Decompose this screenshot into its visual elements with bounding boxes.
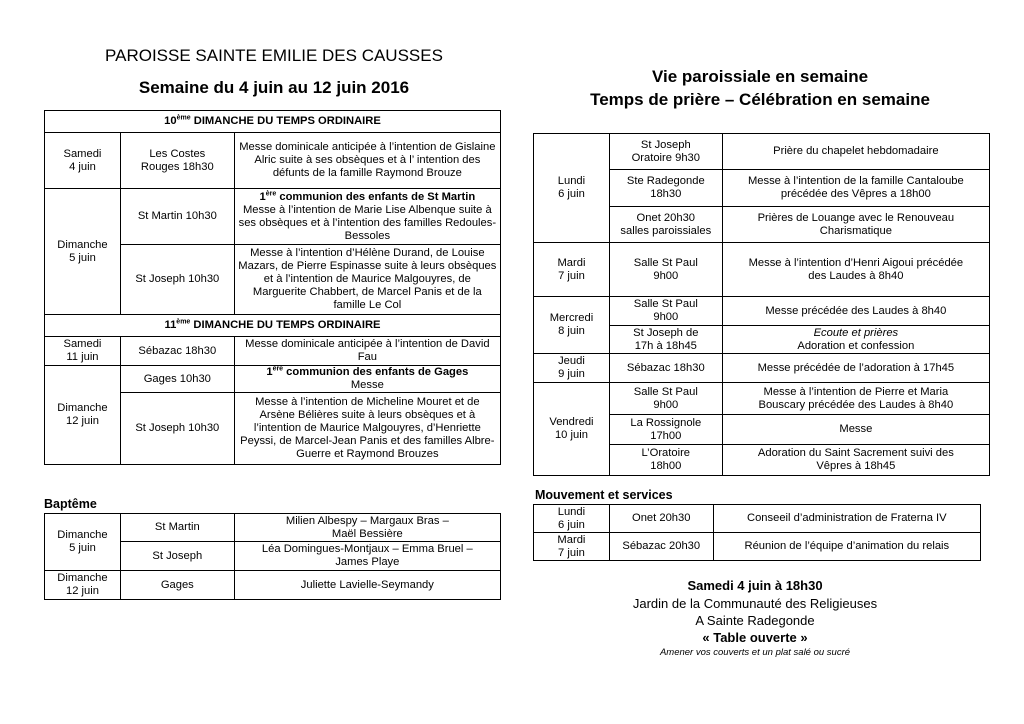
intention-cell: Messe à l’intention d’Hélène Durand, de Louise Mazars, de Pierre Espinasse suite à leurs obsèques et à l’intention de Maurice Malgouyres, de Marguerite Chabbert, de Marcel Panis et de la famille Le Col (234, 245, 500, 315)
table-row (45, 315, 501, 337)
activity-cell: Réunion de l’équipe d’animation du relais (713, 533, 980, 561)
table-row (45, 366, 501, 393)
table-row (45, 133, 501, 189)
place-cell: Les Costes Rouges 18h30 (120, 133, 234, 189)
place-cell: Gages 10h30 (120, 366, 234, 393)
sunday-10-header: 10ème DIMANCHE DU TEMPS ORDINAIRE (45, 111, 501, 133)
day-cell: Mercredi 8 juin (534, 297, 610, 354)
activity-cell: Messe précédée de l’adoration à 17h45 (722, 354, 989, 383)
day-cell: Mardi 7 juin (534, 533, 610, 561)
day-cell: Dimanche 12 juin (45, 366, 121, 465)
services-title: Mouvement et services (535, 488, 673, 502)
table-row (45, 337, 501, 366)
intention-cell: Messe à l’intention de Micheline Mouret et de Arsène Bélières suite à leurs obsèques et à l’intention de Maurice Malgouyres, d’Henriette Peyssi, de Marcel-Jean Panis et des familles Albre-Guerre et Raymond Brouzes (234, 393, 500, 465)
place-cell: Sébazac 18h30 (120, 337, 234, 366)
day-cell: Lundi 6 juin (534, 134, 610, 243)
place-cell: Sébazac 20h30 (609, 533, 713, 561)
activity-cell: Conseeil d’administration de Fraterna IV (713, 505, 980, 533)
place-cell: Onet 20h30 salles paroissiales (609, 207, 722, 243)
table-row (534, 533, 981, 561)
event-name: « Table ouverte » (702, 630, 808, 645)
table-row (45, 514, 501, 542)
day-cell: Dimanche 12 juin (45, 571, 121, 600)
place-cell: La Rossignole 17h00 (609, 415, 722, 445)
place-cell: Gages (120, 571, 234, 600)
event-location: A Sainte Radegonde (695, 613, 815, 628)
table-row (45, 571, 501, 600)
prayer-times-title: Temps de prière – Célébration en semaine (590, 90, 930, 109)
place-cell: St Martin 10h30 (120, 189, 234, 245)
place-cell: Salle St Paul 9h00 (609, 297, 722, 326)
names-cell: Juliette Lavielle-Seymandy (234, 571, 500, 600)
place-cell: Sébazac 18h30 (609, 354, 722, 383)
table-row (45, 189, 501, 245)
place-cell: St Joseph 10h30 (120, 393, 234, 465)
sunday-11-header: 11ème DIMANCHE DU TEMPS ORDINAIRE (45, 315, 501, 337)
activity-cell: Prières de Louange avec le Renouveau Charismatique (722, 207, 989, 243)
intention-cell: 1ère communion des enfants de Gages Messe (234, 366, 500, 393)
names-cell: Léa Domingues-Montjaux – Emma Bruel – James Playe (234, 542, 500, 571)
activity-cell: Ecoute et prières Adoration et confession (722, 326, 989, 354)
intention-cell: 1ère communion des enfants de St Martin Messe à l’intention de Marie Lise Albenque suite à ses obsèques et à l’intention des familles Redoules-Bessoles (234, 189, 500, 245)
activity-cell: Messe à l’intention de Pierre et Maria Bouscary précédée des Laudes à 8h40 (722, 383, 989, 415)
activity-cell: Messe à l’intention d’Henri Aigoui précédée des Laudes à 8h40 (722, 243, 989, 297)
activity-cell: Prière du chapelet hebdomadaire (722, 134, 989, 170)
week-title: Semaine du 4 juin au 12 juin 2016 (138, 78, 410, 97)
place-cell: Salle St Paul 9h00 (609, 383, 722, 415)
table-row (534, 383, 990, 415)
event-note: Amener vos couverts et un plat salé ou sucré (659, 647, 851, 658)
event-place: Jardin de la Communauté des Religieuses (632, 596, 878, 611)
names-cell: Milien Albespy – Margaux Bras – Maël Bessière (234, 514, 500, 542)
table-row (534, 505, 981, 533)
activity-cell: Messe précédée des Laudes à 8h40 (722, 297, 989, 326)
table-row (534, 243, 990, 297)
day-cell: Mardi 7 juin (534, 243, 610, 297)
day-cell: Dimanche 5 juin (45, 189, 121, 315)
weekday-life-title: Vie paroissiale en semaine (651, 67, 869, 86)
table-row (45, 111, 501, 133)
place-cell: Onet 20h30 (609, 505, 713, 533)
services-table (533, 504, 981, 561)
table-row (534, 297, 990, 326)
place-cell: Ste Radegonde 18h30 (609, 170, 722, 207)
place-cell: St Joseph (120, 542, 234, 571)
place-cell: St Joseph de 17h à 18h45 (609, 326, 722, 354)
day-cell: Lundi 6 juin (534, 505, 610, 533)
table-row (534, 134, 990, 170)
intention-cell: Messe dominicale anticipée à l’intention de David Fau (234, 337, 500, 366)
parish-title: PAROISSE SAINTE EMILIE DES CAUSSES (105, 46, 443, 65)
weekday-table (533, 133, 990, 476)
activity-cell: Adoration du Saint Sacrement suivi des Vêpres à 18h45 (722, 445, 989, 476)
place-cell: L’Oratoire 18h00 (609, 445, 722, 476)
day-cell: Dimanche 5 juin (45, 514, 121, 571)
sunday-schedule-table (44, 110, 501, 465)
activity-cell: Messe à l’intention de la famille Cantaloube précédée des Vêpres a 18h00 (722, 170, 989, 207)
baptism-title: Baptême (44, 497, 97, 511)
place-cell: Salle St Paul 9h00 (609, 243, 722, 297)
activity-cell: Messe (722, 415, 989, 445)
place-cell: St Martin (120, 514, 234, 542)
day-cell: Samedi 4 juin (45, 133, 121, 189)
table-row (534, 354, 990, 383)
baptism-table (44, 513, 501, 600)
intention-cell: Messe dominicale anticipée à l’intention de Gislaine Alric suite à ses obsèques et à l’ intention des défunts de la famille Raymond Brouze (234, 133, 500, 189)
place-cell: St Joseph Oratoire 9h30 (609, 134, 722, 170)
place-cell: St Joseph 10h30 (120, 245, 234, 315)
day-cell: Vendredi 10 juin (534, 383, 610, 476)
day-cell: Jeudi 9 juin (534, 354, 610, 383)
event-date: Samedi 4 juin à 18h30 (687, 578, 823, 593)
day-cell: Samedi 11 juin (45, 337, 121, 366)
